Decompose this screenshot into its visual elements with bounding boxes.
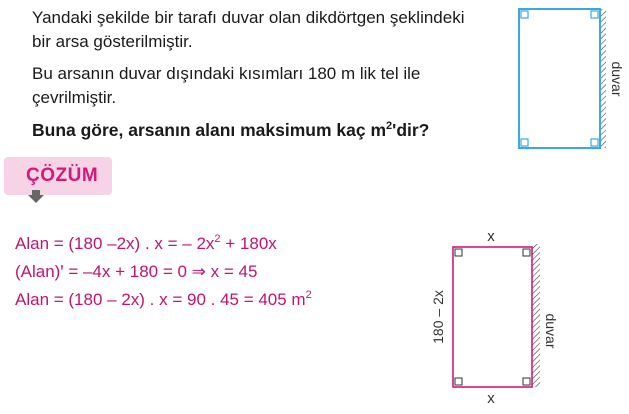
bottom-top-label: x — [487, 228, 495, 245]
question-prefix: Buna göre, arsanın alanı maksimum kaç m — [32, 120, 387, 140]
bottom-corner-mark-tl — [455, 249, 462, 256]
problem-paragraph-2 — [32, 62, 512, 110]
equation-3-prefix: Alan = (180 – 2x) . x = 90 . 45 = 405 m — [15, 290, 306, 309]
problem-line-3: Bu arsanın duvar dışındaki kısımları 180 m lik tel ile — [32, 64, 421, 83]
solution-equation-3 — [15, 286, 312, 314]
problem-question — [32, 118, 512, 142]
bottom-bottom-label: x — [487, 390, 495, 407]
top-rectangle-group — [519, 9, 625, 148]
solution-equation-1 — [15, 230, 312, 258]
top-rectangle — [519, 9, 600, 148]
top-wall-label: duvar — [609, 61, 625, 97]
solution-badge-label: ÇÖZÜM — [26, 165, 99, 186]
bottom-left-label: 180 – 2x — [430, 290, 446, 344]
equation-1-exponent: 2 — [214, 233, 221, 245]
solution-badge — [4, 157, 112, 195]
bottom-corner-mark-bl — [455, 378, 462, 385]
top-corner-mark-bl — [521, 139, 528, 146]
equation-1-suffix: + 180x — [220, 234, 277, 253]
top-wall-hatch — [600, 9, 606, 148]
equation-1-prefix: Alan = (180 –2x) . x = – 2x — [15, 234, 215, 253]
problem-line-4: çevrilmiştir. — [32, 88, 117, 107]
bottom-rectangle — [453, 247, 532, 387]
bottom-corner-mark-tr — [523, 249, 530, 256]
bottom-wall-label: duvar — [543, 313, 559, 349]
equation-3-exponent: 2 — [305, 289, 312, 301]
problem-line-2: bir arsa gösterilmiştir. — [32, 32, 193, 51]
top-corner-mark-br — [591, 139, 598, 146]
bottom-corner-mark-br — [523, 378, 530, 385]
bottom-wall-hatch — [532, 244, 540, 387]
problem-line-1: Yandaki şekilde bir tarafı duvar olan dikdörtgen şeklindeki — [32, 8, 465, 27]
badge-arrow-icon — [28, 195, 44, 203]
solution-equation-2: (Alan)ꞌ = –4x + 180 = 0 ⇒ x = 45 — [15, 262, 258, 281]
question-exponent: 2 — [386, 120, 393, 132]
problem-paragraph-1 — [32, 6, 512, 54]
question-suffix: 'dir? — [392, 120, 430, 140]
bottom-rectangle-group — [430, 228, 559, 407]
problem-text — [32, 6, 512, 150]
top-corner-mark-tr — [591, 11, 598, 18]
top-corner-mark-tl — [521, 11, 528, 18]
solution-equations — [15, 230, 312, 314]
